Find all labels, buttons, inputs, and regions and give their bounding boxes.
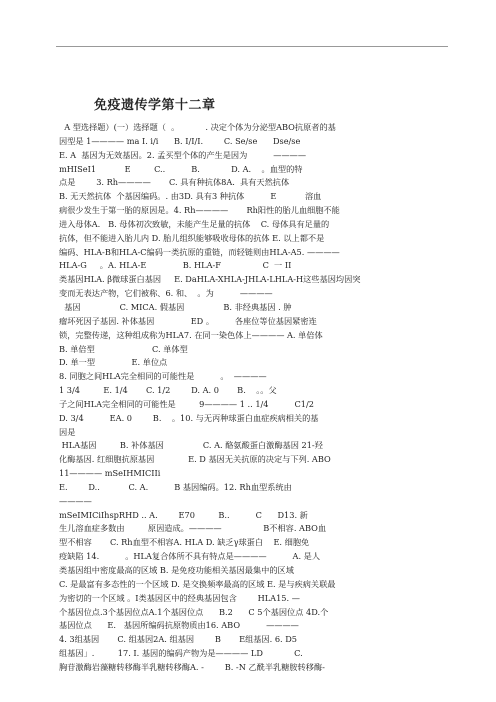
text-line: 1 3/4 E. 1/4 C. 1/2 D. A. 0 B. 。。父 [59,385,277,396]
text-line: 疫缺陷 14. 。HLA复合体所不具有特点是———— A. 是人 [59,551,321,562]
text-line: 病很少发生于第一胎的原因是。4. Rh———— Rh阳性的胎儿血细胞不能 [59,205,340,216]
text-line: B. 无天然抗体 个基因编码。. 由3D. 具有3 种抗体 E 溶血 [59,191,322,202]
text-line: 基因位点 E. 基因所编码抗原物质由16. ABO ———— [59,620,299,631]
text-line: B. 单倍型 C. 单体型 [59,343,188,354]
text-line: mSeIMICiIhspRHD .. A. E70 B.. C D13. 新 [59,509,308,520]
text-line: 瘤坏死因子基因. 补体基因 ED 。 各座位等位基因紧密连 [59,315,317,326]
text-line: 生儿溶血症多数由 原因造成。———— B不相容. ABO血 [59,523,327,534]
text-line: ———— [59,495,92,506]
text-line: 因是 [59,426,76,437]
text-line: 类基因HLA. β微球蛋白基因 E. DaHLA-XHLA-JHLA-LHLA-H这些基因均因突 [59,274,361,285]
text-line: 变而无表达产物，它们被称、6. 和、 。为 ———— [59,288,273,299]
text-line: 基因 C. MICA. 假基因 B. 非经典基因 . 肿 [59,301,292,312]
text-line: HLA-G 。A. HLA-E B. HLA-F C 一 II [59,260,292,271]
text-line: 型不相容 C. Rh血型不相容A. HLA D. 缺乏γ球蛋白 E. 细胞免 [59,537,310,548]
text-line: A 型选择题）(一）选择题（ 。 . 决定个体为分泌型ABO抗原者的基 [59,122,336,132]
text-line: C. 是最富有多态性的一个区域 D. 是交换频率最高的区域 E. 是与疾病关联最 [59,578,336,589]
header-rule [56,46,448,47]
text-line: 抗体，但不能进入胎儿内 D. 胎儿组织能够吸收母体的抗体 E. 以上都不是 [59,232,325,243]
text-line: 胸苷激酶岩藻糖转移酶半乳糖转移酶A. - B. -N 乙酰半乳糖胺转移酶- [59,661,325,672]
text-line: 8. 同胞之间HLA完全相同的可能性是 。 ———— [59,371,267,382]
text-line: 编码、HLA-B和HLA-C编码一类抗原的重链，而轻链则由HLA-A5. ———— [59,246,340,257]
text-line: 化酶基因. 红细胞抗原基因 E. D 基因无关抗原的决定与下列. ABO [59,454,331,465]
text-line: E. D.. C. A. B 基因编码。12. Rh血型系统由 [59,481,292,492]
text-line: 组基因」. 17. I. 基因的编码产物为是———— LD C. [59,648,303,659]
text-line: E. A 基因为无效基因。2. 孟买型个体的产生是因为 ———— [59,149,307,160]
text-line: 类基因组中密度最高的区域 B. 是免疫功能相关基因最集中的区域 [59,565,294,575]
text-line: D. 3/4 EA. 0 B. 。10. 与无丙种球蛋白血症疾病相关的基 [59,412,319,423]
text-line: 锁，完整传递，这种组成称为HLA7. 在同一染色体上———— A. 单倍体 [59,329,323,340]
text-line: 点是 3. Rh———— C. 具有种抗体8A. 具有天然抗体 [59,177,290,188]
text-line: 进入母体A. B. 母体初次致敏，未能产生足量的抗体 C. 母体具有足量的 [59,218,330,229]
text-line: 4. 3组基因 C. 组基因2A. 组基因 B E组基因. 6. D5 [59,634,298,645]
text-line: 11———— mSeIHMICIIi [59,468,161,479]
document-body [59,121,447,675]
text-line: 因型是 1———— ma I. i/i B. I/I/I. C. Se/se Dse/se [59,135,301,146]
text-line: D. 单一型 E. 单位点 [59,357,168,368]
page-title: 免疫遗传学第十二章 [94,98,216,113]
text-line: HLA基因 B. 补体基因 C. A. 酪氨酸蛋白激酶基因 21-羟 [59,440,323,451]
text-line: 子之间HLA完全相同的可能性是 9———— 1 .. 1/4 C1/2 [59,398,314,409]
text-line: mHISeI1 E C.. B. D. A. 。血型的特 [59,163,303,174]
text-line: 个基因位点.3个基因位点A.1个基因位点 B.2 C 5个基因位点 4D.个 [59,606,329,617]
text-line: 为密切的一个区域 。I类基因区中的经典基因包含 HLA15. — [59,592,300,603]
